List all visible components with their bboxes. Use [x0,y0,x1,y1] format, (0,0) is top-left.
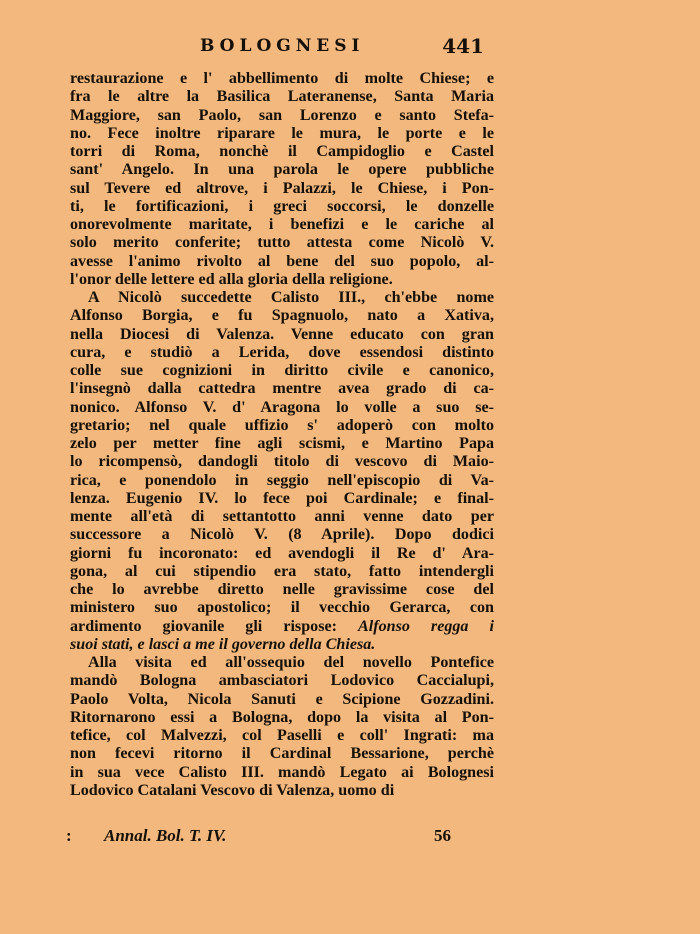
text-line [70,563,494,581]
text-line [70,271,494,289]
line-text: sul Tevere ed altrove, i Palazzi, le Chiese, i Pon- [70,179,494,197]
text-line [70,764,494,782]
text-line [70,691,494,709]
line-text: lenza. Eugenio IV. lo fece poi Cardinale; e final- [70,489,494,507]
line-text: colle sue cognizioni in diritto civile e canonico, [70,362,494,379]
text-line [70,143,494,161]
line-text: giorni fu incoronato: ed avendogli il Re d' Ara- [70,544,494,562]
line-text: sant' Angelo. In una parola le opere pubbliche [70,161,494,179]
text-line [70,435,494,453]
line-text: tefice, col Malvezzi, col Paselli e coll' Ingrati: ma [70,727,494,744]
line-text: ministero suo apostolico; il vecchio Gerarca, con [70,599,494,617]
text-line [70,234,494,252]
page-number: 441 [442,34,484,58]
line-text: solo merito conferite; tutto attesta come Nicolò V. [70,234,494,252]
running-title: BOLOGNESI [200,36,365,56]
line-text: cura, e studiò a Lerida, dove essendosi distinto [70,343,494,361]
line-text: avesse l'animo rivolto al bene del suo popolo, al- [70,252,494,270]
text-line [70,472,494,490]
text-line [70,490,494,508]
line-text: no. Fece inoltre riparare le mura, le porte e le [70,124,494,142]
text-line [70,417,494,435]
text-line [70,745,494,763]
text-line [70,198,494,216]
line-text: Alfonso Borgia, e fu Spagnuolo, nato a Xativa, [70,307,494,325]
line-text: rica, e ponendolo in seggio nell'episcopio di Va- [70,471,494,489]
line-text: restaurazione e l' abbellimento di molte Chiese; e [70,70,494,87]
text-line [70,599,494,617]
text-line [70,125,494,143]
line-text: gretario; nel quale uffizio s' adoperò con molto [70,416,494,434]
text-line [70,107,494,125]
line-text: Maggiore, san Paolo, san Lorenzo e santo Stefa- [70,106,494,124]
text-line [70,70,494,88]
text-line [70,453,494,471]
italic-quote: suoi stati, e lasci a me il governo della Chiesa. [70,635,376,653]
sheet-number: 56 [434,826,451,845]
text-line [70,380,494,398]
line-text: in sua vece Calisto III. mandò Legato ai Bolognesi [70,763,494,781]
running-header [70,36,494,62]
text-line [70,180,494,198]
line-text: Alla visita ed all'ossequio del novello Pontefice [88,654,494,671]
text-line [70,253,494,271]
line-text: gona, al cui stipendio era stato, fatto intendergli [70,562,494,580]
text-line [70,362,494,380]
text-line [70,399,494,417]
text-line [70,636,494,654]
text-line [70,88,494,106]
line-text: torri di Roma, nonchè il Campidoglio e Castel [70,143,494,160]
line-text: fra le altre la Basilica Lateranense, Santa Maria [70,88,494,106]
text-line [70,344,494,362]
line-text: Ritornarono essi a Bologna, dopo la visita al Pon- [70,708,494,726]
text-line [70,161,494,179]
line-text: ti, le fortificazioni, i greci soccorsi, le donzelle [70,197,494,215]
page-footer [66,826,466,850]
line-text: l'insegnò dalla cattedra mentre avea grado di ca- [70,380,494,398]
signature-mark: Annal. Bol. T. IV. [104,826,227,845]
line-text: Paolo Volta, Nicola Sanuti e Scipione Gozzadini. [70,690,494,708]
text-line [70,782,494,800]
text-line [70,618,494,636]
line-text: A Nicolò succedette Calisto III., ch'ebbe nome [88,289,494,306]
line-text: mente all'età di settantotto anni venne dato per [70,508,494,525]
text-line [70,289,494,307]
line-text: che lo avrebbe diretto nelle gravissime cose del [70,581,494,598]
footer-mark: : [66,826,72,845]
line-text: ardimento giovanile gli rispose: [70,617,337,635]
line-text: successore a Nicolò V. (8 Aprile). Dopo dodici [70,526,494,544]
text-line [70,326,494,344]
line-text: onorevolmente maritate, i benefizi e le cariche al [70,216,494,233]
text-line [70,654,494,672]
text-line [70,508,494,526]
text-line [70,526,494,544]
line-text: zelo per metter fine agli scismi, e Martino Papa [70,435,494,452]
text-line [70,727,494,745]
line-text: l'onor delle lettere ed alla gloria della religione. [70,270,393,288]
text-line [70,307,494,325]
line-text: Lodovico Catalani Vescovo di Valenza, uomo di [70,781,395,799]
line-text: nonico. Alfonso V. d' Aragona lo volle a suo se- [70,398,494,416]
line-text: lo ricompensò, dandogli titolo di vescovo di Maio- [70,453,494,471]
line-text: nella Diocesi di Valenza. Venne educato con gran [70,325,494,343]
text-line [70,216,494,234]
text-line [70,672,494,690]
text-line [70,709,494,727]
line-text: non fecevi ritorno il Cardinal Bessarione, perchè [70,745,494,763]
text-line [70,545,494,563]
body-text [70,70,494,800]
text-line [70,581,494,599]
italic-quote: Alfonso regga i [358,617,494,635]
line-text: mandò Bologna ambasciatori Lodovico Caccialupi, [70,672,494,690]
